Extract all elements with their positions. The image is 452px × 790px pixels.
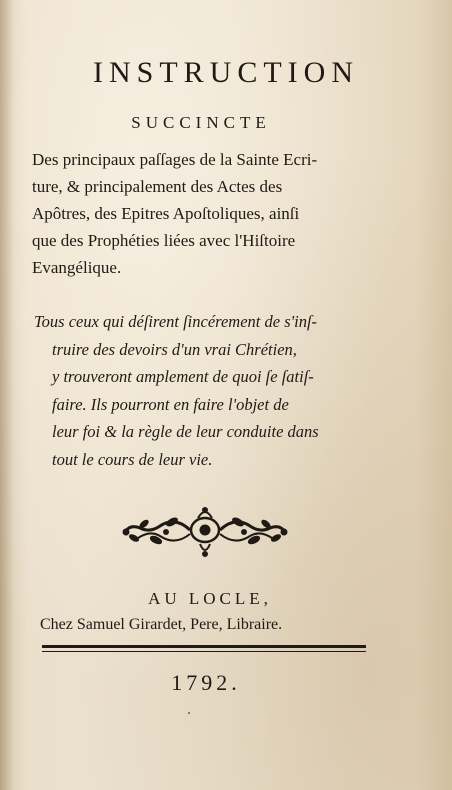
italic-line: truire des devoirs d'un vrai Chrétien,	[52, 339, 297, 359]
double-rule-thick	[42, 645, 366, 648]
description-line: Evangélique.	[32, 258, 122, 277]
floral-ornament-icon	[120, 502, 290, 562]
double-rule-thin	[42, 651, 366, 652]
publication-year: 1792.	[171, 670, 241, 695]
italic-line: tout le cours de leur vie.	[52, 449, 213, 469]
description-line: que des Prophéties liées avec l'Hiſtoire	[32, 231, 296, 250]
book-subtitle: SUCCINCTE	[131, 113, 271, 132]
italic-line: faire. Ils pourront en faire l'objet de	[52, 394, 289, 414]
italic-line: Tous ceux qui déſirent ſincérement de s'inſ-	[34, 312, 318, 331]
description-line: ture, & principalement des Actes des	[32, 177, 283, 196]
ink-speck	[188, 712, 190, 714]
description-block	[32, 146, 372, 281]
imprint-publisher: Chez Samuel Girardet, Pere, Libraire.	[40, 616, 283, 633]
italic-line: y trouveront amplement de quoi ſe ſatiſ-	[52, 367, 314, 386]
description-line: Apôtres, des Epitres Apoſtoliques, ainſi	[32, 204, 300, 223]
description-line: Des principaux paſſages de la Sainte Ecri-	[32, 150, 318, 169]
book-title: INSTRUCTION	[93, 56, 359, 89]
italic-paragraph	[34, 308, 374, 473]
italic-line: leur foi & la règle de leur conduite dans	[52, 422, 319, 441]
imprint-place: AU LOCLE,	[148, 589, 272, 608]
